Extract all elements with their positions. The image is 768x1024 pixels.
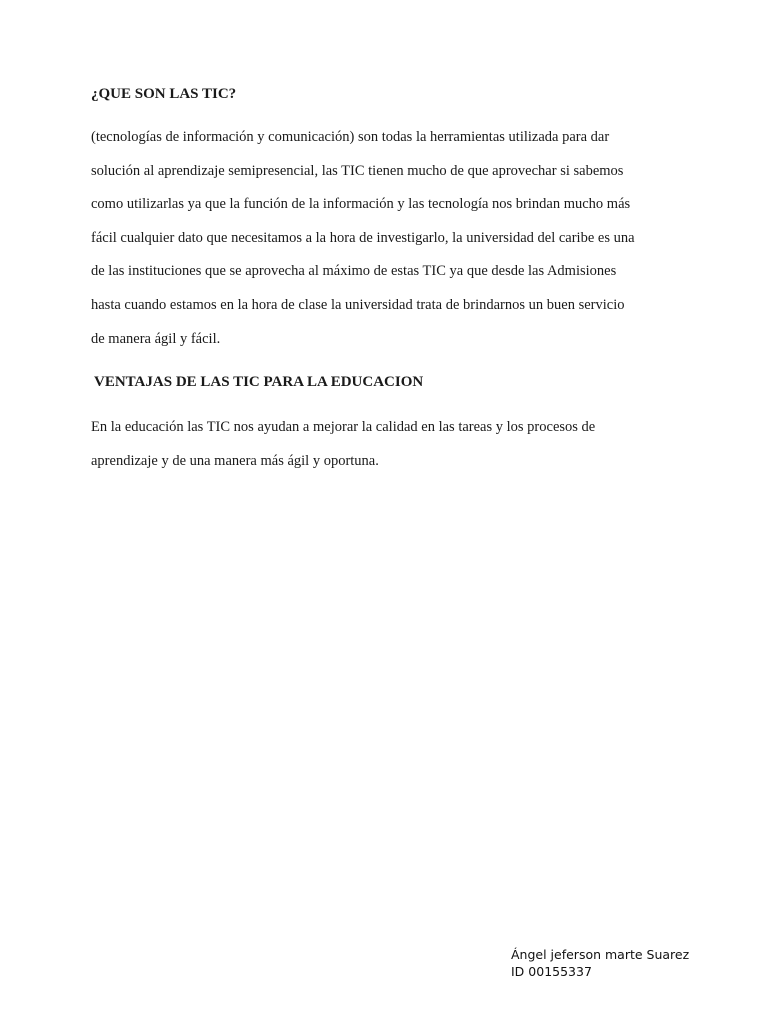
paragraph-line: de las instituciones que se aprovecha al máximo de estas TIC ya que desde las Admisiones	[91, 263, 617, 280]
paragraph-line: hasta cuando estamos en la hora de clase la universidad trata de brindarnos un buen servicio	[91, 296, 625, 313]
section-paragraph-ventajas	[91, 417, 681, 484]
author-id: ID 00155337	[511, 964, 592, 979]
author-name: Ángel jeferson marte Suarez	[511, 947, 690, 962]
author-signature-block	[511, 946, 689, 980]
section-heading-que-son-las-tic: ¿QUE SON LAS TIC?	[91, 86, 237, 102]
paragraph-line: fácil cualquier dato que necesitamos a la hora de investigarlo, la universidad del caribe es una	[91, 229, 635, 246]
section-paragraph-que-son-las-tic	[91, 127, 681, 362]
paragraph-line: aprendizaje y de una manera más ágil y oportuna.	[91, 452, 379, 469]
section-heading-ventajas: VENTAJAS DE LAS TIC PARA LA EDUCACION	[94, 374, 424, 390]
paragraph-line: (tecnologías de información y comunicación) son todas la herramientas utilizada para dar	[91, 129, 610, 145]
paragraph-line: En la educación las TIC nos ayudan a mejorar la calidad en las tareas y los procesos de	[91, 419, 596, 435]
paragraph-line: como utilizarlas ya que la función de la información y las tecnología nos brindan mucho más	[91, 196, 631, 213]
paragraph-line: solución al aprendizaje semipresencial, las TIC tienen mucho de que aprovechar si sabemos	[91, 162, 624, 179]
paragraph-line: de manera ágil y fácil.	[91, 330, 221, 347]
